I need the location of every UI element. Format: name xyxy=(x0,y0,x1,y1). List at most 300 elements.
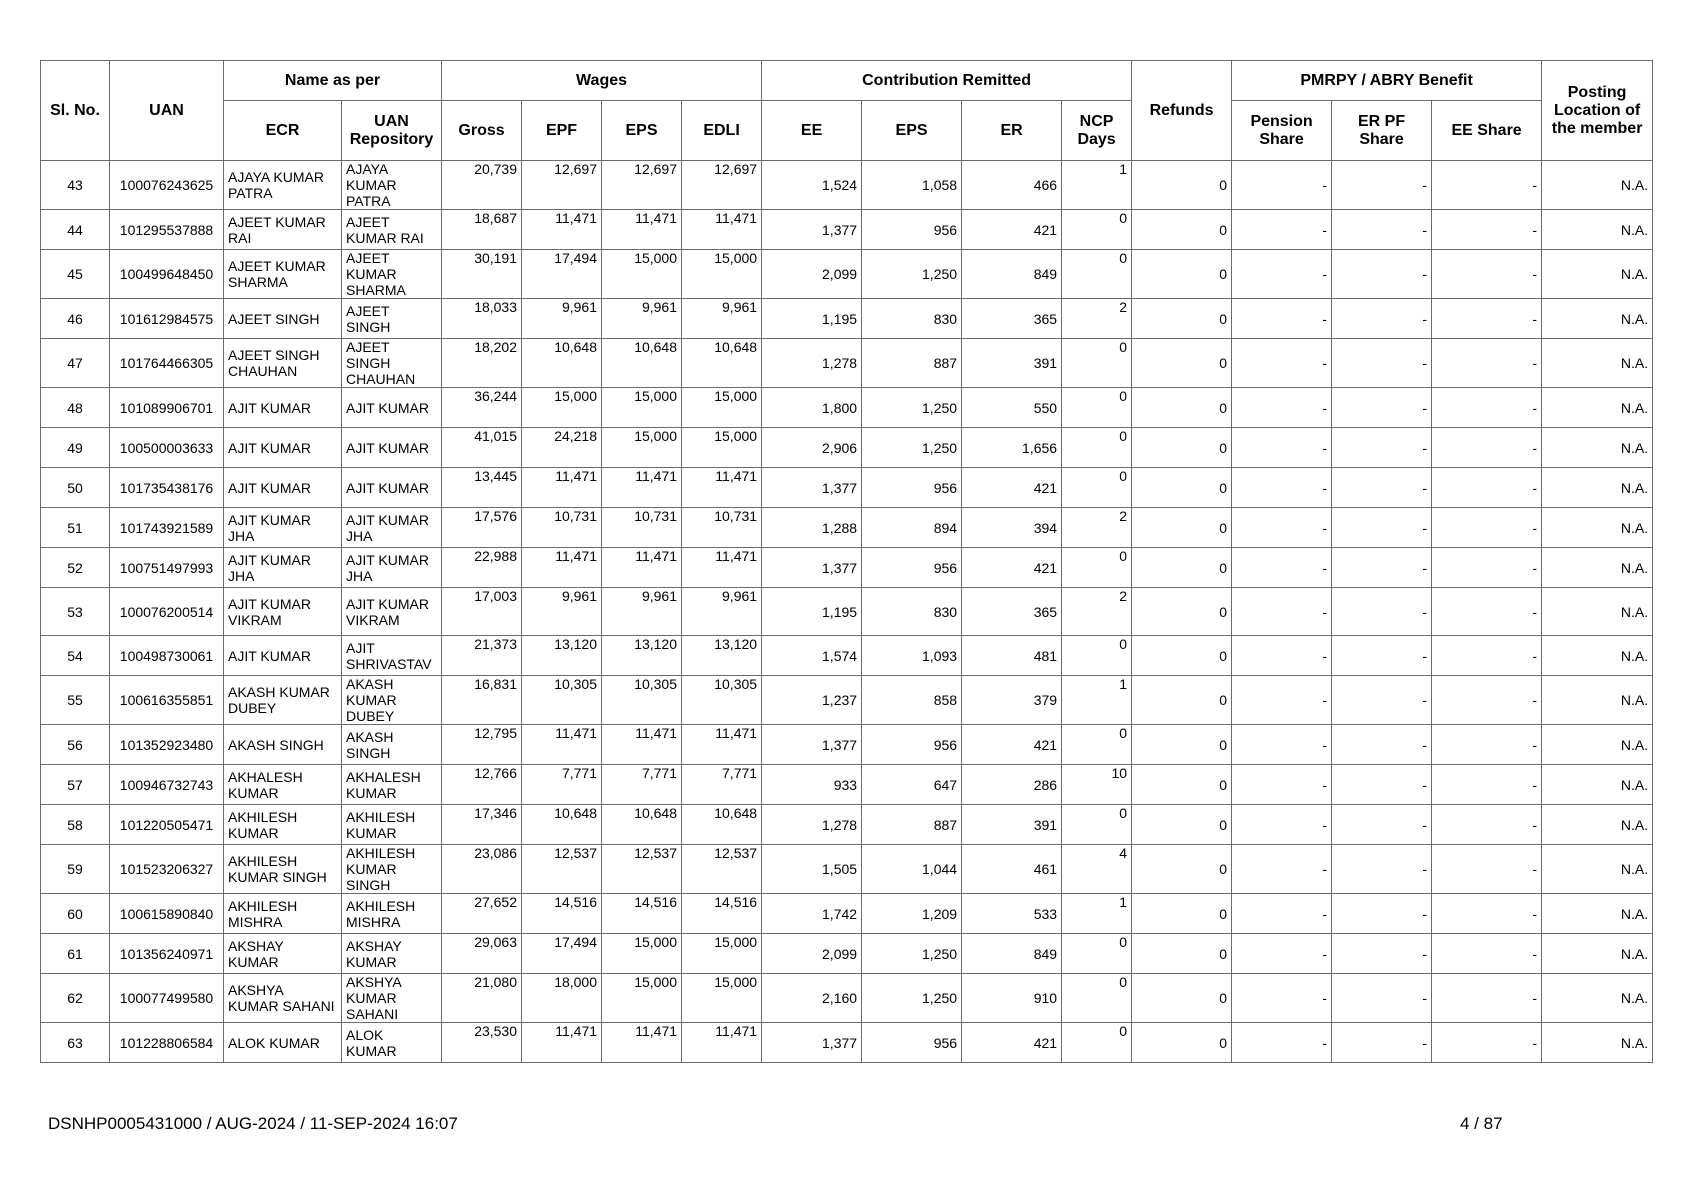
cell-ecr-name: AJEET SINGH xyxy=(224,299,342,339)
cell-er: 849 xyxy=(962,934,1062,974)
cell-contribution-eps: 956 xyxy=(862,548,962,588)
cell-uan: 100615890840 xyxy=(110,894,224,934)
cell-uan: 101523206327 xyxy=(110,845,224,894)
cell-uan: 101089906701 xyxy=(110,388,224,428)
cell-contribution-eps: 887 xyxy=(862,339,962,388)
cell-eps: 10,305 xyxy=(602,676,682,725)
cell-pension-share: - xyxy=(1232,725,1332,765)
table-header xyxy=(41,61,1653,161)
cell-sl-no: 44 xyxy=(41,210,110,250)
cell-er-pf-share: - xyxy=(1332,725,1432,765)
cell-er-pf-share: - xyxy=(1332,339,1432,388)
cell-epf: 10,648 xyxy=(522,805,602,845)
cell-posting-location: N.A. xyxy=(1542,428,1653,468)
table-row xyxy=(41,468,1653,508)
cell-epf: 11,471 xyxy=(522,210,602,250)
cell-contribution-eps: 1,250 xyxy=(862,428,962,468)
cell-uan-repository-name: AKASH KUMAR DUBEY xyxy=(342,676,442,725)
cell-epf: 9,961 xyxy=(522,588,602,636)
cell-posting-location: N.A. xyxy=(1542,468,1653,508)
cell-uan-repository-name: AKHILESH KUMAR SINGH xyxy=(342,845,442,894)
cell-pension-share: - xyxy=(1232,161,1332,210)
cell-sl-no: 55 xyxy=(41,676,110,725)
cell-edli: 7,771 xyxy=(682,765,762,805)
cell-ee: 2,099 xyxy=(762,250,862,299)
cell-er-pf-share: - xyxy=(1332,548,1432,588)
cell-contribution-eps: 1,250 xyxy=(862,388,962,428)
cell-refunds: 0 xyxy=(1132,894,1232,934)
cell-epf: 17,494 xyxy=(522,934,602,974)
table-row xyxy=(41,894,1653,934)
cell-uan-repository-name: ALOK KUMAR xyxy=(342,1023,442,1063)
cell-gross: 22,988 xyxy=(442,548,522,588)
cell-edli: 11,471 xyxy=(682,468,762,508)
cell-edli: 13,120 xyxy=(682,636,762,676)
cell-sl-no: 46 xyxy=(41,299,110,339)
cell-eps: 10,731 xyxy=(602,508,682,548)
cell-ee: 1,195 xyxy=(762,299,862,339)
cell-er: 461 xyxy=(962,845,1062,894)
cell-contribution-eps: 858 xyxy=(862,676,962,725)
header-uan: UAN xyxy=(110,61,224,161)
table-row xyxy=(41,1023,1653,1063)
cell-eps: 12,537 xyxy=(602,845,682,894)
cell-gross: 30,191 xyxy=(442,250,522,299)
cell-sl-no: 54 xyxy=(41,636,110,676)
cell-er: 550 xyxy=(962,388,1062,428)
cell-ecr-name: AJIT KUMAR xyxy=(224,468,342,508)
header-edli: EDLI xyxy=(682,101,762,161)
cell-er-pf-share: - xyxy=(1332,894,1432,934)
cell-uan: 101228806584 xyxy=(110,1023,224,1063)
cell-contribution-eps: 1,093 xyxy=(862,636,962,676)
cell-er: 365 xyxy=(962,588,1062,636)
table-row xyxy=(41,588,1653,636)
cell-uan: 101764466305 xyxy=(110,339,224,388)
cell-uan: 100751497993 xyxy=(110,548,224,588)
cell-ee-share: - xyxy=(1432,845,1542,894)
cell-ee: 1,237 xyxy=(762,676,862,725)
cell-gross: 20,739 xyxy=(442,161,522,210)
cell-er-pf-share: - xyxy=(1332,299,1432,339)
cell-refunds: 0 xyxy=(1132,676,1232,725)
cell-uan-repository-name: AJIT KUMAR VIKRAM xyxy=(342,588,442,636)
cell-pension-share: - xyxy=(1232,805,1332,845)
table-row xyxy=(41,676,1653,725)
cell-ncp-days: 0 xyxy=(1062,1023,1132,1063)
cell-ecr-name: AJAYA KUMAR PATRA xyxy=(224,161,342,210)
cell-epf: 24,218 xyxy=(522,428,602,468)
cell-pension-share: - xyxy=(1232,974,1332,1023)
cell-ncp-days: 0 xyxy=(1062,210,1132,250)
cell-ee-share: - xyxy=(1432,299,1542,339)
cell-uan-repository-name: AJAYA KUMAR PATRA xyxy=(342,161,442,210)
cell-gross: 21,080 xyxy=(442,974,522,1023)
cell-eps: 15,000 xyxy=(602,388,682,428)
cell-refunds: 0 xyxy=(1132,934,1232,974)
cell-refunds: 0 xyxy=(1132,428,1232,468)
cell-gross: 21,373 xyxy=(442,636,522,676)
cell-eps: 11,471 xyxy=(602,1023,682,1063)
cell-uan-repository-name: AJEET KUMAR RAI xyxy=(342,210,442,250)
table-row xyxy=(41,636,1653,676)
cell-ncp-days: 4 xyxy=(1062,845,1132,894)
cell-refunds: 0 xyxy=(1132,548,1232,588)
cell-eps: 11,471 xyxy=(602,548,682,588)
cell-eps: 11,471 xyxy=(602,468,682,508)
cell-eps: 12,697 xyxy=(602,161,682,210)
header-ee-share: EE Share xyxy=(1432,101,1542,161)
cell-sl-no: 47 xyxy=(41,339,110,388)
header-refunds: Refunds xyxy=(1132,61,1232,161)
cell-uan: 100076200514 xyxy=(110,588,224,636)
cell-uan-repository-name: AJIT KUMAR xyxy=(342,388,442,428)
cell-ee: 1,524 xyxy=(762,161,862,210)
cell-ee-share: - xyxy=(1432,548,1542,588)
header-wages: Wages xyxy=(442,61,762,101)
cell-posting-location: N.A. xyxy=(1542,250,1653,299)
cell-posting-location: N.A. xyxy=(1542,636,1653,676)
cell-epf: 14,516 xyxy=(522,894,602,934)
cell-ncp-days: 0 xyxy=(1062,636,1132,676)
cell-er-pf-share: - xyxy=(1332,974,1432,1023)
cell-eps: 10,648 xyxy=(602,805,682,845)
cell-ecr-name: AJEET KUMAR RAI xyxy=(224,210,342,250)
cell-ee-share: - xyxy=(1432,588,1542,636)
cell-epf: 12,537 xyxy=(522,845,602,894)
cell-uan: 101295537888 xyxy=(110,210,224,250)
table-row xyxy=(41,845,1653,894)
cell-refunds: 0 xyxy=(1132,725,1232,765)
cell-eps: 9,961 xyxy=(602,588,682,636)
cell-ee-share: - xyxy=(1432,1023,1542,1063)
cell-epf: 11,471 xyxy=(522,468,602,508)
cell-pension-share: - xyxy=(1232,388,1332,428)
cell-pension-share: - xyxy=(1232,508,1332,548)
cell-er-pf-share: - xyxy=(1332,805,1432,845)
cell-edli: 15,000 xyxy=(682,974,762,1023)
cell-ee: 1,505 xyxy=(762,845,862,894)
cell-edli: 15,000 xyxy=(682,388,762,428)
cell-sl-no: 43 xyxy=(41,161,110,210)
cell-uan: 101220505471 xyxy=(110,805,224,845)
cell-ecr-name: AKHILESH KUMAR SINGH xyxy=(224,845,342,894)
cell-gross: 16,831 xyxy=(442,676,522,725)
cell-ecr-name: AJIT KUMAR JHA xyxy=(224,508,342,548)
cell-ncp-days: 1 xyxy=(1062,894,1132,934)
cell-edli: 12,697 xyxy=(682,161,762,210)
cell-gross: 18,687 xyxy=(442,210,522,250)
cell-eps: 7,771 xyxy=(602,765,682,805)
header-ee: EE xyxy=(762,101,862,161)
cell-refunds: 0 xyxy=(1132,845,1232,894)
cell-edli: 10,305 xyxy=(682,676,762,725)
cell-ecr-name: AJIT KUMAR xyxy=(224,388,342,428)
cell-ee-share: - xyxy=(1432,508,1542,548)
cell-er: 533 xyxy=(962,894,1062,934)
cell-gross: 17,003 xyxy=(442,588,522,636)
cell-er: 421 xyxy=(962,548,1062,588)
cell-er: 391 xyxy=(962,805,1062,845)
cell-uan-repository-name: AKASH SINGH xyxy=(342,725,442,765)
cell-ee: 1,377 xyxy=(762,725,862,765)
cell-er-pf-share: - xyxy=(1332,1023,1432,1063)
cell-epf: 18,000 xyxy=(522,974,602,1023)
page-number: 4 / 87 xyxy=(1460,1114,1503,1133)
cell-eps: 15,000 xyxy=(602,934,682,974)
cell-gross: 12,795 xyxy=(442,725,522,765)
cell-epf: 11,471 xyxy=(522,725,602,765)
cell-sl-no: 59 xyxy=(41,845,110,894)
cell-ncp-days: 0 xyxy=(1062,428,1132,468)
cell-refunds: 0 xyxy=(1132,388,1232,428)
table-row xyxy=(41,428,1653,468)
cell-edli: 12,537 xyxy=(682,845,762,894)
cell-er-pf-share: - xyxy=(1332,508,1432,548)
cell-epf: 7,771 xyxy=(522,765,602,805)
cell-gross: 23,530 xyxy=(442,1023,522,1063)
table-row xyxy=(41,250,1653,299)
cell-gross: 12,766 xyxy=(442,765,522,805)
header-gross: Gross xyxy=(442,101,522,161)
cell-pension-share: - xyxy=(1232,548,1332,588)
cell-posting-location: N.A. xyxy=(1542,805,1653,845)
cell-posting-location: N.A. xyxy=(1542,339,1653,388)
cell-ee-share: - xyxy=(1432,388,1542,428)
cell-epf: 9,961 xyxy=(522,299,602,339)
cell-contribution-eps: 1,058 xyxy=(862,161,962,210)
header-pension-share: Pension Share xyxy=(1232,101,1332,161)
cell-epf: 10,648 xyxy=(522,339,602,388)
table-row xyxy=(41,299,1653,339)
cell-ecr-name: AJIT KUMAR JHA xyxy=(224,548,342,588)
cell-ncp-days: 0 xyxy=(1062,974,1132,1023)
cell-epf: 15,000 xyxy=(522,388,602,428)
cell-er: 421 xyxy=(962,210,1062,250)
cell-edli: 9,961 xyxy=(682,299,762,339)
cell-uan: 100076243625 xyxy=(110,161,224,210)
cell-posting-location: N.A. xyxy=(1542,765,1653,805)
cell-eps: 13,120 xyxy=(602,636,682,676)
cell-ee-share: - xyxy=(1432,339,1542,388)
cell-uan-repository-name: AKSHAY KUMAR xyxy=(342,934,442,974)
cell-er: 365 xyxy=(962,299,1062,339)
cell-uan-repository-name: AJEET SINGH xyxy=(342,299,442,339)
cell-ee: 1,377 xyxy=(762,548,862,588)
cell-ee: 2,906 xyxy=(762,428,862,468)
header-contribution-remitted: Contribution Remitted xyxy=(762,61,1132,101)
cell-refunds: 0 xyxy=(1132,1023,1232,1063)
cell-refunds: 0 xyxy=(1132,468,1232,508)
table-row xyxy=(41,548,1653,588)
header-name-as-per: Name as per xyxy=(224,61,442,101)
cell-posting-location: N.A. xyxy=(1542,1023,1653,1063)
cell-pension-share: - xyxy=(1232,468,1332,508)
header-er: ER xyxy=(962,101,1062,161)
cell-ecr-name: AKHILESH MISHRA xyxy=(224,894,342,934)
cell-gross: 23,086 xyxy=(442,845,522,894)
cell-sl-no: 52 xyxy=(41,548,110,588)
cell-epf: 10,731 xyxy=(522,508,602,548)
cell-uan: 100077499580 xyxy=(110,974,224,1023)
cell-edli: 10,648 xyxy=(682,339,762,388)
cell-eps: 15,000 xyxy=(602,974,682,1023)
cell-pension-share: - xyxy=(1232,428,1332,468)
cell-ee-share: - xyxy=(1432,468,1542,508)
cell-ncp-days: 1 xyxy=(1062,676,1132,725)
cell-sl-no: 50 xyxy=(41,468,110,508)
header-eps: EPS xyxy=(602,101,682,161)
cell-ee: 1,278 xyxy=(762,805,862,845)
cell-uan: 100498730061 xyxy=(110,636,224,676)
table-row xyxy=(41,805,1653,845)
cell-ecr-name: AJEET KUMAR SHARMA xyxy=(224,250,342,299)
cell-sl-no: 53 xyxy=(41,588,110,636)
cell-uan: 100616355851 xyxy=(110,676,224,725)
cell-ecr-name: AJIT KUMAR xyxy=(224,636,342,676)
cell-gross: 17,346 xyxy=(442,805,522,845)
header-uan-repository: UAN Repository xyxy=(342,101,442,161)
cell-refunds: 0 xyxy=(1132,588,1232,636)
cell-er: 421 xyxy=(962,1023,1062,1063)
cell-posting-location: N.A. xyxy=(1542,548,1653,588)
cell-epf: 11,471 xyxy=(522,1023,602,1063)
cell-sl-no: 63 xyxy=(41,1023,110,1063)
cell-ncp-days: 10 xyxy=(1062,765,1132,805)
cell-ee: 2,160 xyxy=(762,974,862,1023)
cell-refunds: 0 xyxy=(1132,765,1232,805)
cell-ncp-days: 2 xyxy=(1062,508,1132,548)
footer-reference: DSNHP0005431000 / AUG-2024 / 11-SEP-2024 16:07 xyxy=(48,1114,458,1133)
cell-er: 481 xyxy=(962,636,1062,676)
cell-ncp-days: 0 xyxy=(1062,468,1132,508)
cell-uan: 100499648450 xyxy=(110,250,224,299)
cell-epf: 10,305 xyxy=(522,676,602,725)
cell-uan-repository-name: AKSHYA KUMAR SAHANI xyxy=(342,974,442,1023)
cell-contribution-eps: 956 xyxy=(862,210,962,250)
cell-uan-repository-name: AJEET SINGH CHAUHAN xyxy=(342,339,442,388)
cell-posting-location: N.A. xyxy=(1542,725,1653,765)
cell-ecr-name: AKSHYA KUMAR SAHANI xyxy=(224,974,342,1023)
cell-ncp-days: 0 xyxy=(1062,388,1132,428)
table-row xyxy=(41,210,1653,250)
cell-uan: 101735438176 xyxy=(110,468,224,508)
cell-posting-location: N.A. xyxy=(1542,161,1653,210)
cell-uan: 100946732743 xyxy=(110,765,224,805)
cell-posting-location: N.A. xyxy=(1542,508,1653,548)
cell-uan-repository-name: AJIT KUMAR JHA xyxy=(342,548,442,588)
cell-ecr-name: AKSHAY KUMAR xyxy=(224,934,342,974)
cell-contribution-eps: 647 xyxy=(862,765,962,805)
cell-ecr-name: AJEET SINGH CHAUHAN xyxy=(224,339,342,388)
cell-er-pf-share: - xyxy=(1332,588,1432,636)
cell-uan-repository-name: AKHALESH KUMAR xyxy=(342,765,442,805)
cell-ncp-days: 0 xyxy=(1062,339,1132,388)
cell-ecr-name: AKHILESH KUMAR xyxy=(224,805,342,845)
cell-gross: 36,244 xyxy=(442,388,522,428)
cell-ncp-days: 0 xyxy=(1062,805,1132,845)
cell-pension-share: - xyxy=(1232,250,1332,299)
cell-edli: 10,648 xyxy=(682,805,762,845)
cell-er: 421 xyxy=(962,468,1062,508)
cell-gross: 17,576 xyxy=(442,508,522,548)
cell-ncp-days: 2 xyxy=(1062,588,1132,636)
cell-posting-location: N.A. xyxy=(1542,894,1653,934)
table-row xyxy=(41,725,1653,765)
cell-edli: 14,516 xyxy=(682,894,762,934)
cell-contribution-eps: 894 xyxy=(862,508,962,548)
cell-pension-share: - xyxy=(1232,339,1332,388)
cell-edli: 11,471 xyxy=(682,725,762,765)
table-row xyxy=(41,388,1653,428)
cell-contribution-eps: 1,250 xyxy=(862,250,962,299)
header-ecr: ECR xyxy=(224,101,342,161)
cell-ee: 1,377 xyxy=(762,468,862,508)
cell-er-pf-share: - xyxy=(1332,468,1432,508)
cell-er-pf-share: - xyxy=(1332,676,1432,725)
cell-ecr-name: ALOK KUMAR xyxy=(224,1023,342,1063)
cell-contribution-eps: 1,044 xyxy=(862,845,962,894)
cell-ncp-days: 0 xyxy=(1062,250,1132,299)
cell-er-pf-share: - xyxy=(1332,636,1432,676)
cell-eps: 15,000 xyxy=(602,250,682,299)
cell-er: 286 xyxy=(962,765,1062,805)
cell-ee: 2,099 xyxy=(762,934,862,974)
cell-er-pf-share: - xyxy=(1332,428,1432,468)
cell-contribution-eps: 830 xyxy=(862,299,962,339)
cell-contribution-eps: 1,250 xyxy=(862,974,962,1023)
table-row xyxy=(41,339,1653,388)
header-ncp-days: NCP Days xyxy=(1062,101,1132,161)
cell-sl-no: 56 xyxy=(41,725,110,765)
cell-er-pf-share: - xyxy=(1332,250,1432,299)
cell-refunds: 0 xyxy=(1132,161,1232,210)
cell-ee-share: - xyxy=(1432,805,1542,845)
cell-gross: 27,652 xyxy=(442,894,522,934)
cell-uan: 101743921589 xyxy=(110,508,224,548)
header-posting-location: Posting Location of the member xyxy=(1542,61,1653,161)
contribution-table xyxy=(40,60,1653,1063)
cell-ee-share: - xyxy=(1432,934,1542,974)
cell-uan: 100500003633 xyxy=(110,428,224,468)
cell-posting-location: N.A. xyxy=(1542,299,1653,339)
cell-ee-share: - xyxy=(1432,894,1542,934)
header-contribution-eps: EPS xyxy=(862,101,962,161)
cell-edli: 15,000 xyxy=(682,428,762,468)
cell-sl-no: 49 xyxy=(41,428,110,468)
cell-uan: 101612984575 xyxy=(110,299,224,339)
table-row xyxy=(41,934,1653,974)
cell-refunds: 0 xyxy=(1132,508,1232,548)
cell-edli: 11,471 xyxy=(682,1023,762,1063)
cell-edli: 11,471 xyxy=(682,548,762,588)
cell-posting-location: N.A. xyxy=(1542,676,1653,725)
cell-posting-location: N.A. xyxy=(1542,934,1653,974)
cell-ncp-days: 0 xyxy=(1062,548,1132,588)
cell-ecr-name: AKHALESH KUMAR xyxy=(224,765,342,805)
cell-eps: 14,516 xyxy=(602,894,682,934)
cell-pension-share: - xyxy=(1232,765,1332,805)
header-sl-no: Sl. No. xyxy=(41,61,110,161)
cell-ee-share: - xyxy=(1432,428,1542,468)
cell-ee-share: - xyxy=(1432,636,1542,676)
cell-uan-repository-name: AJEET KUMAR SHARMA xyxy=(342,250,442,299)
cell-contribution-eps: 887 xyxy=(862,805,962,845)
cell-ee-share: - xyxy=(1432,974,1542,1023)
cell-er: 1,656 xyxy=(962,428,1062,468)
cell-eps: 11,471 xyxy=(602,210,682,250)
cell-ecr-name: AJIT KUMAR VIKRAM xyxy=(224,588,342,636)
